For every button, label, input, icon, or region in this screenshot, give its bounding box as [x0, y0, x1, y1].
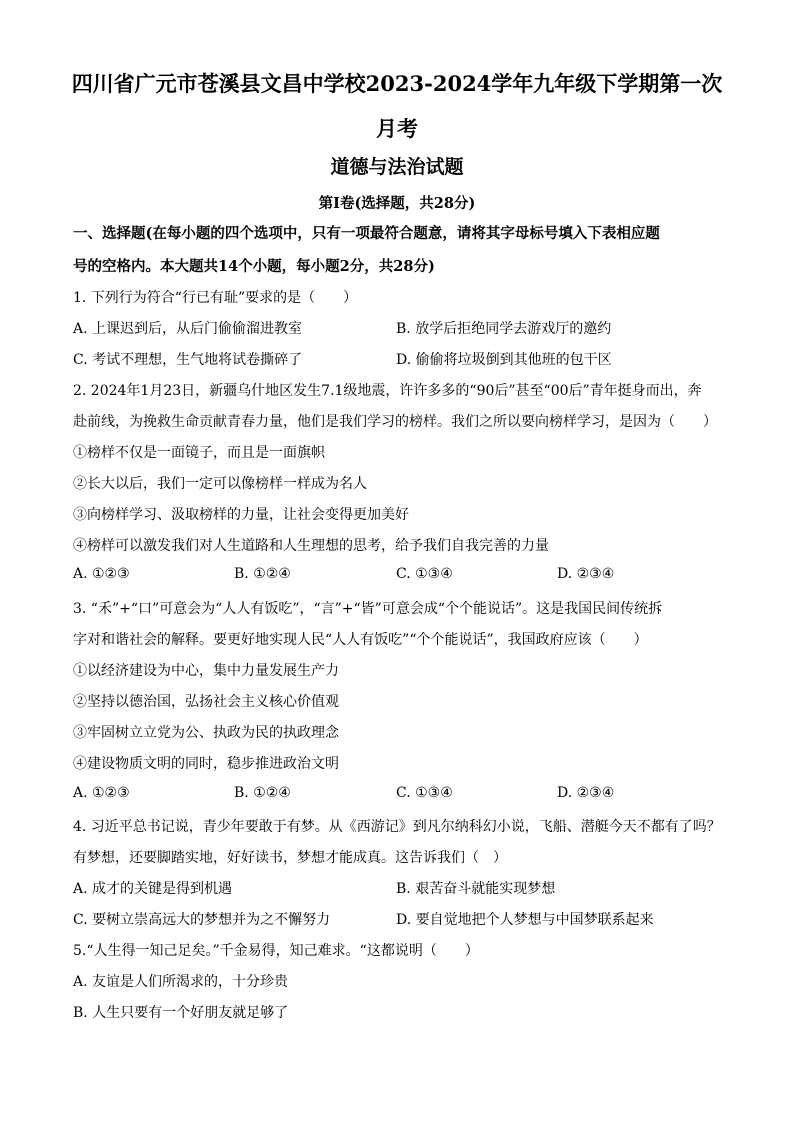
q1-option-a: A. 上课迟到后，从后门偷偷溜进教室	[73, 321, 303, 337]
q4-option-b: B. 艰苦奋斗就能实现梦想	[396, 881, 556, 897]
exam-title-line2: 月考	[376, 116, 418, 141]
q2-option-c: C. ①③④	[396, 566, 453, 582]
q2-statement-4: ④榜样可以激发我们对人生道路和人生理想的思考，给予我们自我完善的力量	[73, 538, 549, 554]
q1-option-d: D. 偷偷将垃圾倒到其他班的包干区	[396, 352, 612, 368]
q1-option-b: B. 放学后拒绝同学去游戏厅的邀约	[396, 321, 612, 337]
q3-option-d: D. ②③④	[557, 785, 615, 801]
q5-option-b: B. 人生只要有一个好朋友就足够了	[73, 1005, 289, 1021]
q3-option-c: C. ①③④	[396, 785, 453, 801]
q2-option-d: D. ②③④	[557, 566, 615, 582]
q3-statement-2: ②坚持以德治国，弘扬社会主义核心价值观	[73, 694, 339, 710]
q2-option-b: B. ①②④	[234, 566, 291, 582]
q4-stem-line1: 4. 习近平总书记说，青少年要敢于有梦。从《西游记》到凡尔纳科幻小说，飞船、潜艇今天不都有了吗？	[73, 819, 721, 835]
q2-stem-line2: 赴前线，为挽救生命贡献青春力量，他们是我们学习的榜样。我们之所以要向榜样学习，是因为（ ）	[73, 414, 717, 430]
q5-stem: 5.“人生得一知己足矣。”千金易得，知己难求。“这都说明（ ）	[73, 943, 479, 959]
exam-title-line1: 四川省广元市苍溪县文昌中学校2023-2024学年九年级下学期第一次	[71, 71, 723, 96]
section-instruction-line1: 一、选择题(在每小题的四个选项中，只有一项最符合题意，请将其字母标号填入下表相应题	[73, 225, 660, 242]
q3-statement-1: ①以经济建设为中心，集中力量发展生产力	[73, 663, 339, 679]
q2-statement-3: ③向榜样学习、汲取榜样的力量，让社会变得更加美好	[73, 507, 409, 523]
q3-stem-line2: 字对和谐社会的解释。要更好地实现人民“人人有饭吃”“个个能说话”，我国政府应该（ ）	[73, 632, 648, 648]
q1-option-c: C. 考试不理想，生气地将试卷撕碎了	[73, 352, 303, 368]
q2-statement-2: ②长大以后，我们一定可以像榜样一样成为名人	[73, 476, 367, 492]
q4-option-c: C. 要树立崇高远大的梦想并为之不懈努力	[73, 912, 331, 928]
q2-statement-1: ①榜样不仅是一面镜子，而且是一面旗帜	[73, 445, 325, 461]
exam-subtitle: 道德与法治试题	[330, 156, 464, 178]
q3-statement-3: ③牢固树立立党为公、执政为民的执政理念	[73, 725, 339, 741]
q4-stem-line2: 有梦想，还要脚踏实地，好好读书，梦想才能成真。这告诉我们（ ）	[73, 850, 507, 866]
q4-option-d: D. 要自觉地把个人梦想与中国梦联系起来	[396, 912, 654, 928]
q5-option-a: A. 友谊是人们所渴求的，十分珍贵	[73, 974, 289, 990]
q3-option-b: B. ①②④	[234, 785, 291, 801]
q1-stem: 1. 下列行为符合“行已有耻”要求的是（ ）	[73, 290, 358, 306]
q3-statement-4: ④建设物质文明的同时，稳步推进政治文明	[73, 756, 339, 772]
section-instruction-line2: 号的空格内。本大题共14个小题，每小题2分，共28分)	[73, 258, 435, 275]
q3-stem-line1: 3. “禾”+“口”可意会为“人人有饭吃”，“言”+“皆”可意会成“个个能说话”。这是我国民间传统拆	[73, 601, 663, 617]
q2-option-a: A. ①②③	[73, 566, 130, 582]
q3-option-a: A. ①②③	[73, 785, 130, 801]
q2-stem-line1: 2. 2024年1月23日，新疆乌什地区发生7.1级地震，许许多多的“90后”甚至“00后”青年挺身而出，奔	[73, 383, 702, 399]
part-heading: 第I卷(选择题，共28分)	[318, 195, 476, 212]
q4-option-a: A. 成才的关键是得到机遇	[73, 881, 233, 897]
